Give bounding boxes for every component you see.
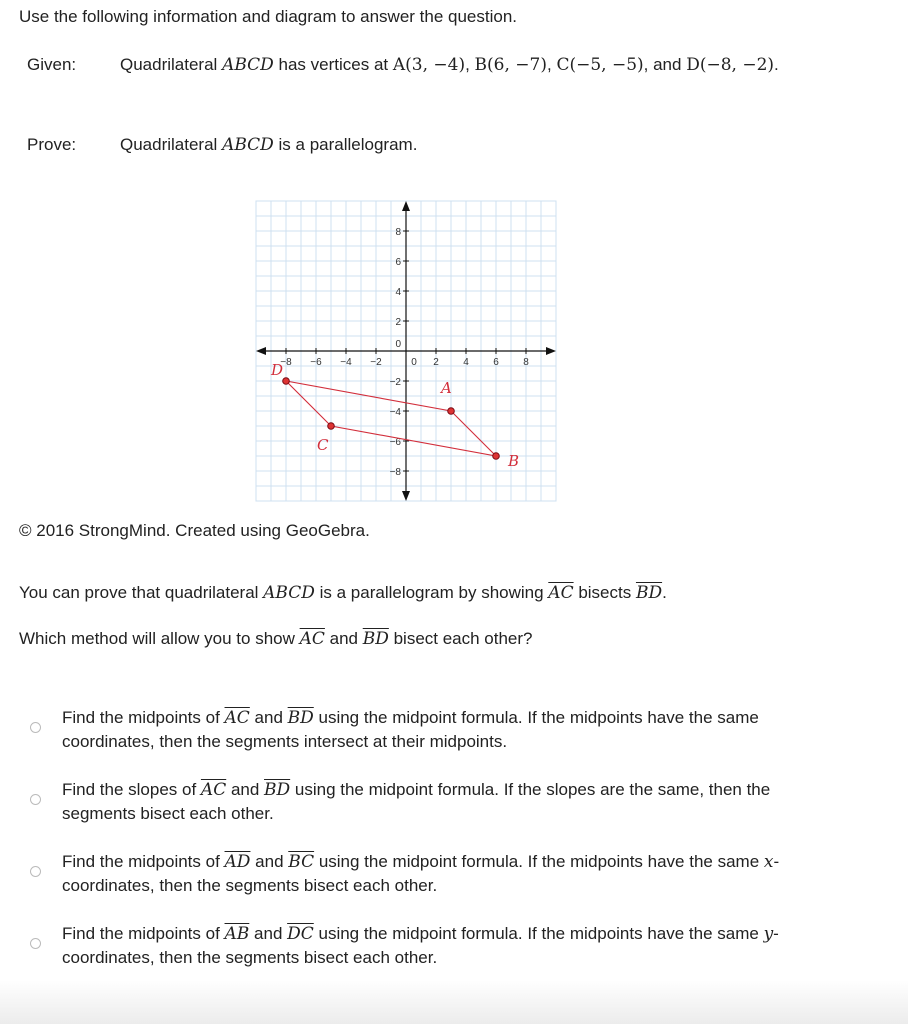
option-text: Find the midpoints of $\overline{AC}$ and $\overline{BD}$ using the midpoint formula. If the midpoints have the same coordinates, then the segments intersect at their midpoints.	[62, 708, 759, 751]
question-text: Which method will allow you to show $\overline{AC}$ and $\overline{BD}$ bisect each other?	[19, 629, 533, 649]
y-tick-label: 8	[395, 227, 401, 238]
x-tick-label: 2	[433, 357, 439, 368]
x-tick-label: 0	[411, 357, 417, 368]
radio-button[interactable]	[30, 794, 41, 805]
x-tick-label: −8	[280, 357, 292, 368]
x-tick-label: −6	[310, 357, 322, 368]
y-tick-label: −2	[389, 377, 401, 388]
given-label: Given:	[27, 55, 77, 74]
y-tick-label: 0	[395, 339, 401, 350]
y-tick-label: −8	[389, 467, 401, 478]
option-text: Find the slopes of $\overline{AC}$ and $\overline{BD}$ using the midpoint formula. If the slopes are the same, then the segments bisect each other.	[62, 780, 771, 823]
vertex-b: B(6, −7)	[474, 55, 547, 75]
point-label-a: A	[441, 379, 452, 397]
y-tick-label: 6	[395, 257, 401, 268]
prove-label: Prove:	[27, 135, 77, 154]
x-tick-label: −2	[370, 357, 382, 368]
option-text: Find the midpoints of $\overline{AB}$ and $\overline{DC}$ using the midpoint formula. If the midpoints have the same y-coordinates, then the segments bisect each other.	[62, 924, 779, 967]
x-tick-label: −4	[340, 357, 352, 368]
x-tick-label: 8	[523, 357, 529, 368]
point-label-c: C	[317, 436, 329, 454]
y-tick-label: −4	[389, 407, 401, 418]
copyright-text: © 2016 StrongMind. Created using GeoGebra.	[19, 521, 370, 540]
option-text: Find the midpoints of $\overline{AD}$ and $\overline{BC}$ using the midpoint formula. If the midpoints have the same x-coordinates, then the segments bisect each other.	[62, 852, 780, 895]
radio-button[interactable]	[30, 722, 41, 733]
point-d	[283, 378, 290, 385]
given-text: Quadrilateral ABCD has vertices at A(3, −4), B(6, −7), C(−5, −5), and D(−8, −2).	[120, 55, 779, 75]
x-tick-label: 4	[463, 357, 469, 368]
x-tick-label: 6	[493, 357, 499, 368]
vertex-a: A(3, −4)	[392, 55, 466, 75]
bottom-fade	[0, 980, 908, 1024]
intro-text: Use the following information and diagram to answer the question.	[19, 7, 518, 26]
vertex-c: C(−5, −5)	[556, 55, 644, 75]
prove-text: Quadrilateral ABCD is a parallelogram.	[120, 135, 418, 155]
coordinate-graph	[255, 200, 557, 502]
statement-text: You can prove that quadrilateral ABCD is a parallelogram by showing $\overline{AC}$ bisects $\overline{BD}$.	[19, 583, 667, 603]
radio-button[interactable]	[30, 938, 41, 949]
point-c	[328, 423, 335, 430]
point-label-b: B	[508, 452, 520, 470]
radio-button[interactable]	[30, 866, 41, 877]
y-tick-label: −6	[389, 437, 401, 448]
point-a	[448, 408, 455, 415]
y-tick-label: 4	[395, 287, 401, 298]
point-b	[493, 453, 500, 460]
point-label-d: D	[271, 361, 284, 379]
y-tick-label: 2	[395, 317, 401, 328]
vertex-d: D(−8, −2)	[686, 55, 775, 75]
